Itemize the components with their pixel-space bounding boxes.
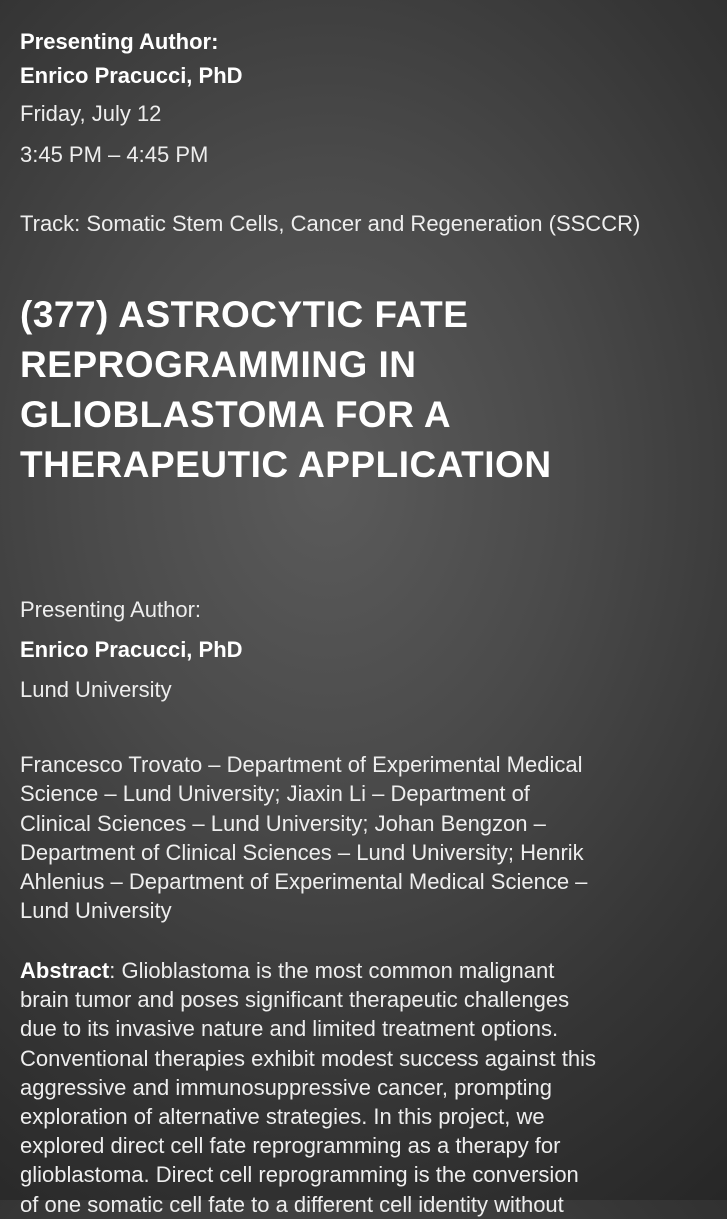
presenting-author-name: Enrico Pracucci, PhD <box>20 637 243 662</box>
header-presenting-author-name: Enrico Pracucci, PhD <box>20 63 243 88</box>
abstract-line: of one somatic cell fate to a different cell identity without <box>20 1191 564 1217</box>
presenting-author-label: Presenting Author: <box>20 597 202 622</box>
co-authors-line: Clinical Sciences – Lund University; Johan Bengzon – <box>20 810 546 836</box>
title-line: (377) ASTROCYTIC FATE <box>20 294 469 335</box>
abstract-line: explored direct cell fate reprogramming as a therapy for <box>20 1133 561 1159</box>
presenting-author-affiliation: Lund University <box>20 677 172 702</box>
session-date: Friday, July 12 <box>20 101 162 126</box>
co-authors-line: Ahlenius – Department of Experimental Medical Science – <box>20 869 588 895</box>
abstract-line: exploration of alternative strategies. In this project, we <box>20 1104 545 1130</box>
session-track: Track: Somatic Stem Cells, Cancer and Regeneration (SSCCR) <box>20 211 641 236</box>
abstract-line: due to its invasive nature and limited treatment options. <box>20 1016 559 1042</box>
abstract-title <box>20 290 710 490</box>
title-line: GLIOBLASTOMA FOR A <box>20 394 452 435</box>
session-time: 3:45 PM – 4:45 PM <box>20 142 209 167</box>
co-authors-line: Lund University <box>20 898 172 924</box>
co-authors <box>20 750 710 926</box>
abstract-line <box>20 956 710 985</box>
abstract-line: brain tumor and poses significant therapeutic challenges <box>20 987 570 1013</box>
abstract-line: glioblastoma. Direct cell reprogramming is the conversion <box>20 1162 579 1188</box>
co-authors-line: Department of Clinical Sciences – Lund University; Henrik <box>20 839 584 865</box>
abstract-line: aggressive and immunosuppressive cancer, prompting <box>20 1074 552 1100</box>
title-line: REPROGRAMMING IN <box>20 344 417 385</box>
abstract-label: Abstract <box>20 958 110 983</box>
abstract-line: Conventional therapies exhibit modest success against this <box>20 1045 596 1071</box>
co-authors-line: Francesco Trovato – Department of Experimental Medical <box>20 752 583 777</box>
co-authors-line: Science – Lund University; Jiaxin Li – Department of <box>20 781 530 807</box>
header-presenting-author-label: Presenting Author: <box>20 29 219 54</box>
title-line: THERAPEUTIC APPLICATION <box>20 444 552 485</box>
abstract-body <box>20 956 710 1219</box>
abstract-first-line: : Glioblastoma is the most common malignant <box>109 958 555 983</box>
